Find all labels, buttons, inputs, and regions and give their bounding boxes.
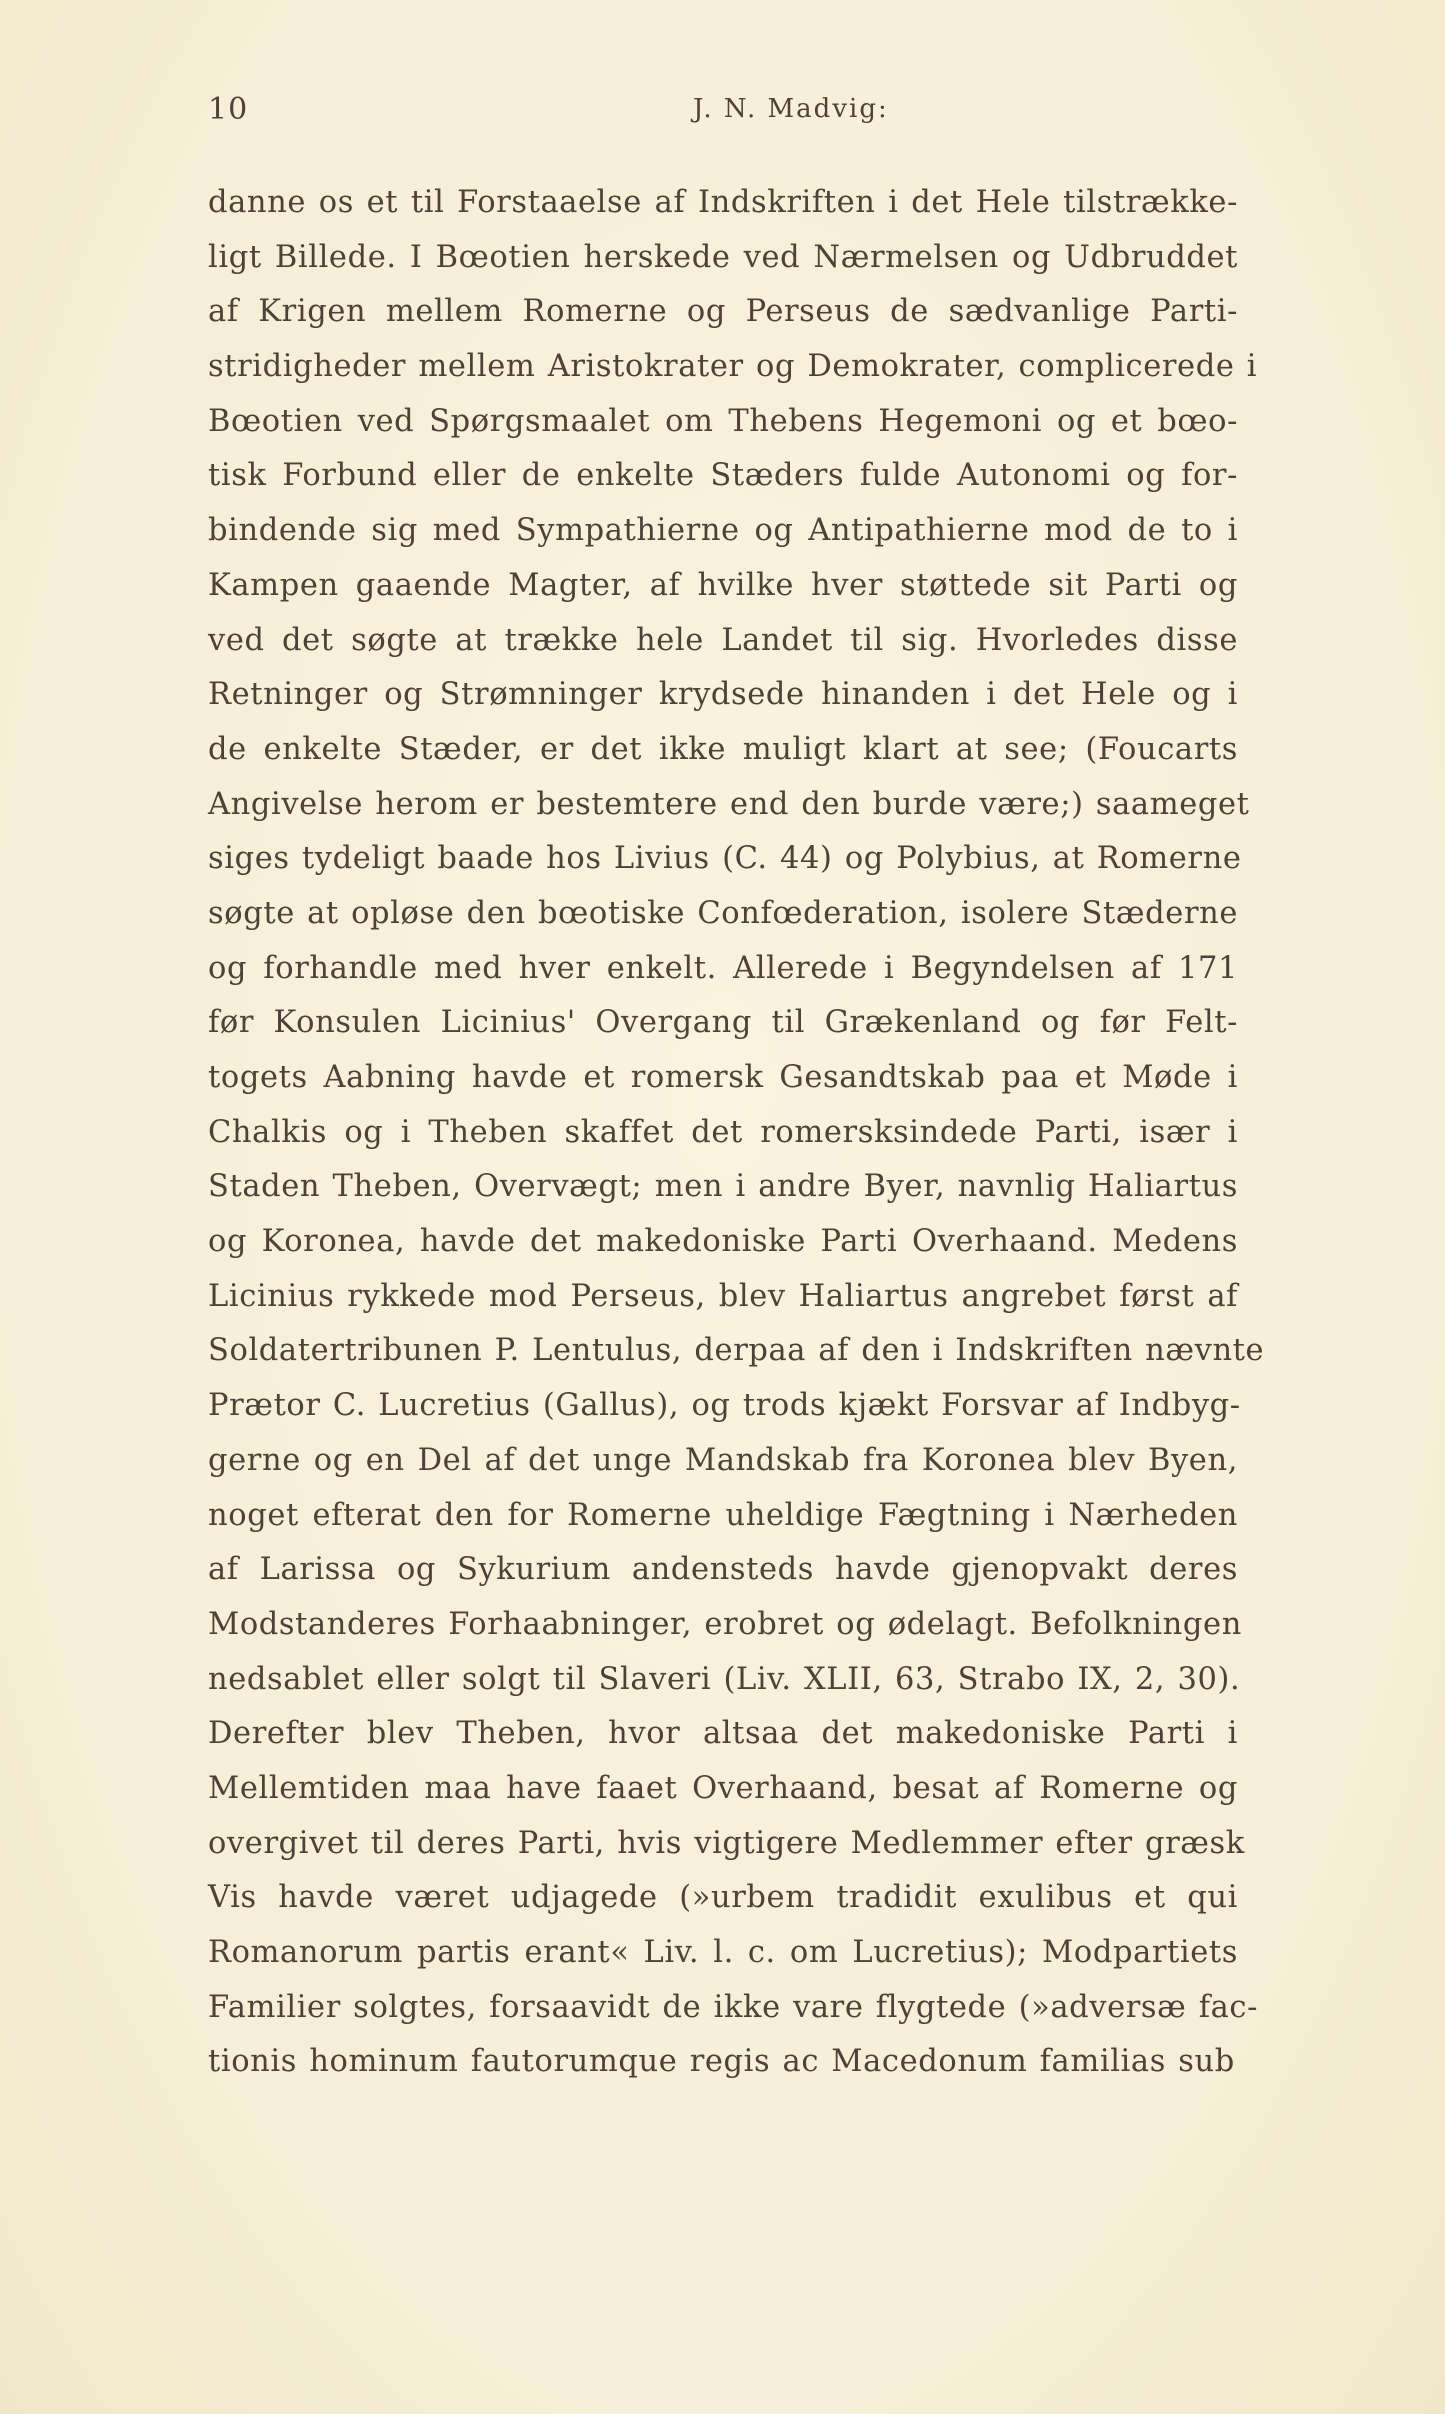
text-line: af Larissa og Sykurium andensteds havde gjenopvakt deres: [208, 1552, 1238, 1588]
text-line: Vis havde været udjagede (»urbem tradidit exulibus et qui: [208, 1880, 1238, 1916]
text-line: stridigheder mellem Aristokrater og Demokrater, complicerede i: [208, 349, 1258, 385]
text-line: danne os et til Forstaaelse af Indskriften i det Hele tilstrække-: [208, 185, 1238, 220]
text-line: Staden Theben, Overvægt; men i andre Byer, navnlig Haliartus: [208, 1169, 1238, 1205]
text-line: og Koronea, havde det makedoniske Parti Overhaand. Medens: [208, 1224, 1238, 1260]
page-header: [208, 92, 1238, 132]
text-line: overgivet til deres Parti, hvis vigtigere Medlemmer efter græsk: [208, 1825, 1245, 1861]
text-line: og forhandle med hver enkelt. Allerede i Begyndelsen af 171: [208, 950, 1238, 986]
text-line: noget efterat den for Romerne uheldige Fægtning i Nærheden: [208, 1497, 1238, 1533]
text-line: nedsablet eller solgt til Slaveri (Liv. XLII, 63, Strabo IX, 2, 30).: [208, 1661, 1241, 1697]
text-line: gerne og en Del af det unge Mandskab fra Koronea blev Byen,: [208, 1442, 1238, 1478]
text-line: Angivelse herom er bestemtere end den burde være;) saameget: [208, 786, 1250, 822]
text-line: siges tydeligt baade hos Livius (C. 44) og Polybius, at Romerne: [208, 841, 1242, 877]
text-line: af Krigen mellem Romerne og Perseus de sædvanlige Parti-: [208, 294, 1238, 330]
text-line: bindende sig med Sympathierne og Antipathierne mod de to i: [208, 513, 1238, 549]
text-line: ved det søgte at trække hele Landet til sig. Hvorledes disse: [208, 622, 1238, 658]
text-line: Romanorum partis erant« Liv. l. c. om Lucretius); Modpartiets: [208, 1935, 1238, 1970]
text-line: Familier solgtes, forsaavidt de ikke vare flygtede (»adversæ fac-: [208, 1989, 1258, 2025]
page-number: 10: [208, 92, 249, 127]
text-line: før Konsulen Licinius' Overgang til Grækenland og før Felt-: [208, 1005, 1238, 1041]
text-line: tisk Forbund eller de enkelte Stæders fulde Autonomi og for-: [208, 458, 1238, 494]
text-line: Modstanderes Forhaabninger, erobret og ødelagt. Befolkningen: [208, 1606, 1242, 1642]
text-line: Soldatertribunen P. Lentulus, derpaa af den i Indskriften nævnte: [208, 1333, 1265, 1369]
text-line: Bœotien ved Spørgsmaalet om Thebens Hegemoni og et bœo-: [208, 403, 1238, 439]
text-line: Kampen gaaende Magter, af hvilke hver støttede sit Parti og: [208, 567, 1238, 603]
text-line: tionis hominum fautorumque regis ac Macedonum familias sub: [208, 2044, 1235, 2080]
text-line: søgte at opløse den bœotiske Confœderation, isolere Stæderne: [208, 895, 1239, 931]
text-line: Chalkis og i Theben skaffet det romersksindede Parti, især i: [208, 1114, 1238, 1150]
text-line: Mellemtiden maa have faaet Overhaand, besat af Romerne og: [208, 1770, 1238, 1806]
running-head: J. N. Madvig:: [693, 94, 889, 124]
text-line: ligt Billede. I Bœotien herskede ved Nærmelsen og Udbruddet: [208, 239, 1238, 275]
body-text: [208, 176, 1265, 2090]
text-line: de enkelte Stæder, er det ikke muligt klart at see; (Foucarts: [208, 731, 1238, 767]
text-line: Licinius rykkede mod Perseus, blev Haliartus angrebet først af: [208, 1278, 1238, 1314]
text-line: Derefter blev Theben, hvor altsaa det makedoniske Parti i: [208, 1716, 1238, 1752]
text-line: Retninger og Strømninger krydsede hinanden i det Hele og i: [208, 677, 1238, 713]
text-line: togets Aabning havde et romersk Gesandtskab paa et Møde i: [208, 1060, 1238, 1095]
text-line: Prætor C. Lucretius (Gallus), og trods kjækt Forsvar af Indbyg-: [208, 1388, 1241, 1424]
